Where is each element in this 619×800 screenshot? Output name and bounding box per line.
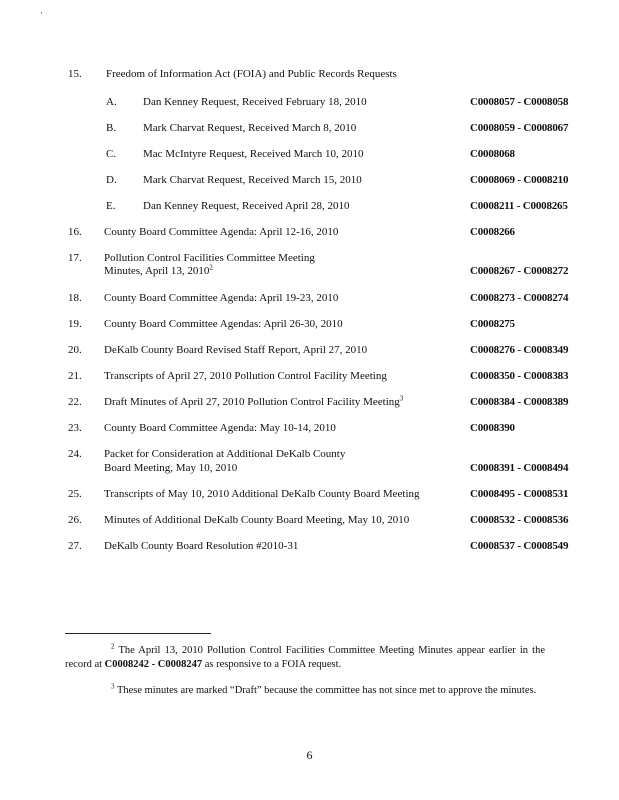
item-description: County Board Committee Agenda: May 10-14, 2010	[104, 422, 336, 434]
item-description-line2: Board Meeting, May 10, 2010	[104, 462, 238, 474]
stray-mark: ·	[40, 8, 43, 18]
item-number: 27.	[68, 540, 82, 552]
bates-range: C0008211 - C0008265	[470, 200, 568, 212]
item-number: 16.	[68, 226, 82, 238]
footnote-2	[65, 644, 545, 672]
item-description: Mark Charvat Request, Received March 15, 2010	[143, 174, 362, 186]
footnote-mark: 2	[111, 642, 115, 651]
item-letter: A.	[106, 96, 117, 108]
bates-range: C0008275	[470, 318, 515, 330]
item-number: 18.	[68, 292, 82, 304]
item-description: Dan Kenney Request, Received February 18, 2010	[143, 96, 367, 108]
bates-range: C0008266	[470, 226, 515, 238]
item-description: DeKalb County Board Revised Staff Report, April 27, 2010	[104, 344, 368, 356]
bates-range: C0008532 - C0008536	[470, 514, 569, 526]
footnote-ref: 3	[399, 394, 404, 403]
footnote-3	[65, 684, 545, 698]
bates-range: C0008059 - C0008067	[470, 122, 569, 134]
item-number: 23.	[68, 422, 82, 434]
item-number: 19.	[68, 318, 82, 330]
item-description: Minutes of Additional DeKalb County Board Meeting, May 10, 2010	[104, 514, 410, 526]
bates-range: C0008350 - C0008383	[470, 370, 569, 382]
footnote-text: These minutes are marked “Draft” because the committee has not since met to approve the minutes.	[116, 685, 537, 696]
item-number: 17.	[68, 252, 82, 264]
item-description: County Board Committee Agendas: April 26-30, 2010	[104, 318, 343, 330]
bates-range: C0008069 - C0008210	[470, 174, 569, 186]
bates-range: C0008391 - C0008494	[470, 462, 569, 474]
bates-range: C0008068	[470, 148, 515, 160]
item-letter: B.	[106, 122, 117, 134]
item-letter: D.	[106, 174, 117, 186]
item-number: 24.	[68, 448, 82, 460]
item-description: Draft Minutes of April 27, 2010 Pollution Control Facility Meeting$^3$	[104, 394, 404, 408]
item-letter: E.	[106, 200, 116, 212]
bates-range: C0008384 - C0008389	[470, 396, 569, 408]
item-description: Mark Charvat Request, Received March 8, 2010	[143, 122, 357, 134]
item-number: 25.	[68, 488, 82, 500]
bates-range: C0008390	[470, 422, 515, 434]
footnote-text: The April 13, 2010 Pollution Control Facilities Committee Meeting Minutes appear earlier in the record at	[65, 645, 545, 670]
bates-range: C0008273 - C0008274	[470, 292, 569, 304]
item-number: 15.	[68, 68, 82, 80]
item-description: Transcripts of April 27, 2010 Pollution Control Facility Meeting	[104, 370, 387, 382]
item-description: Mac McIntyre Request, Received March 10, 2010	[143, 148, 364, 160]
footnote-divider	[65, 633, 211, 634]
bates-range: C0008057 - C0008058	[470, 96, 569, 108]
item-description: Freedom of Information Act (FOIA) and Public Records Requests	[106, 68, 397, 80]
bates-range: C0008276 - C0008349	[470, 344, 569, 356]
item-number: 26.	[68, 514, 82, 526]
item-description: Transcripts of May 10, 2010 Additional DeKalb County Board Meeting	[104, 488, 420, 500]
item-description-line1: Pollution Control Facilities Committee Meeting	[104, 252, 315, 264]
item-description-line1: Packet for Consideration at Additional DeKalb County	[104, 448, 346, 460]
item-description: County Board Committee Agenda: April 19-23, 2010	[104, 292, 339, 304]
item-description: DeKalb County Board Resolution #2010-31	[104, 540, 299, 552]
bates-range: C0008537 - C0008549	[470, 540, 569, 552]
footnote-ref: 2	[209, 263, 213, 272]
item-number: 20.	[68, 344, 82, 356]
page-number: 6	[306, 748, 313, 762]
item-letter: C.	[106, 148, 117, 160]
footnote-bates-range: C0008242 - C0008247	[104, 659, 203, 670]
item-description-line2: Minutes, April 13, 2010$^2$	[104, 263, 213, 277]
item-number: 22.	[68, 396, 82, 408]
item-description: Dan Kenney Request, Received April 28, 2010	[143, 200, 350, 212]
item-description: County Board Committee Agenda: April 12-16, 2010	[104, 226, 339, 238]
bates-range: C0008267 - C0008272	[470, 265, 569, 277]
footnote-mark: 3	[111, 682, 115, 691]
bates-range: C0008495 - C0008531	[470, 488, 569, 500]
footnote-text-end: as responsive to a FOIA request.	[202, 659, 342, 670]
item-number: 21.	[68, 370, 82, 382]
